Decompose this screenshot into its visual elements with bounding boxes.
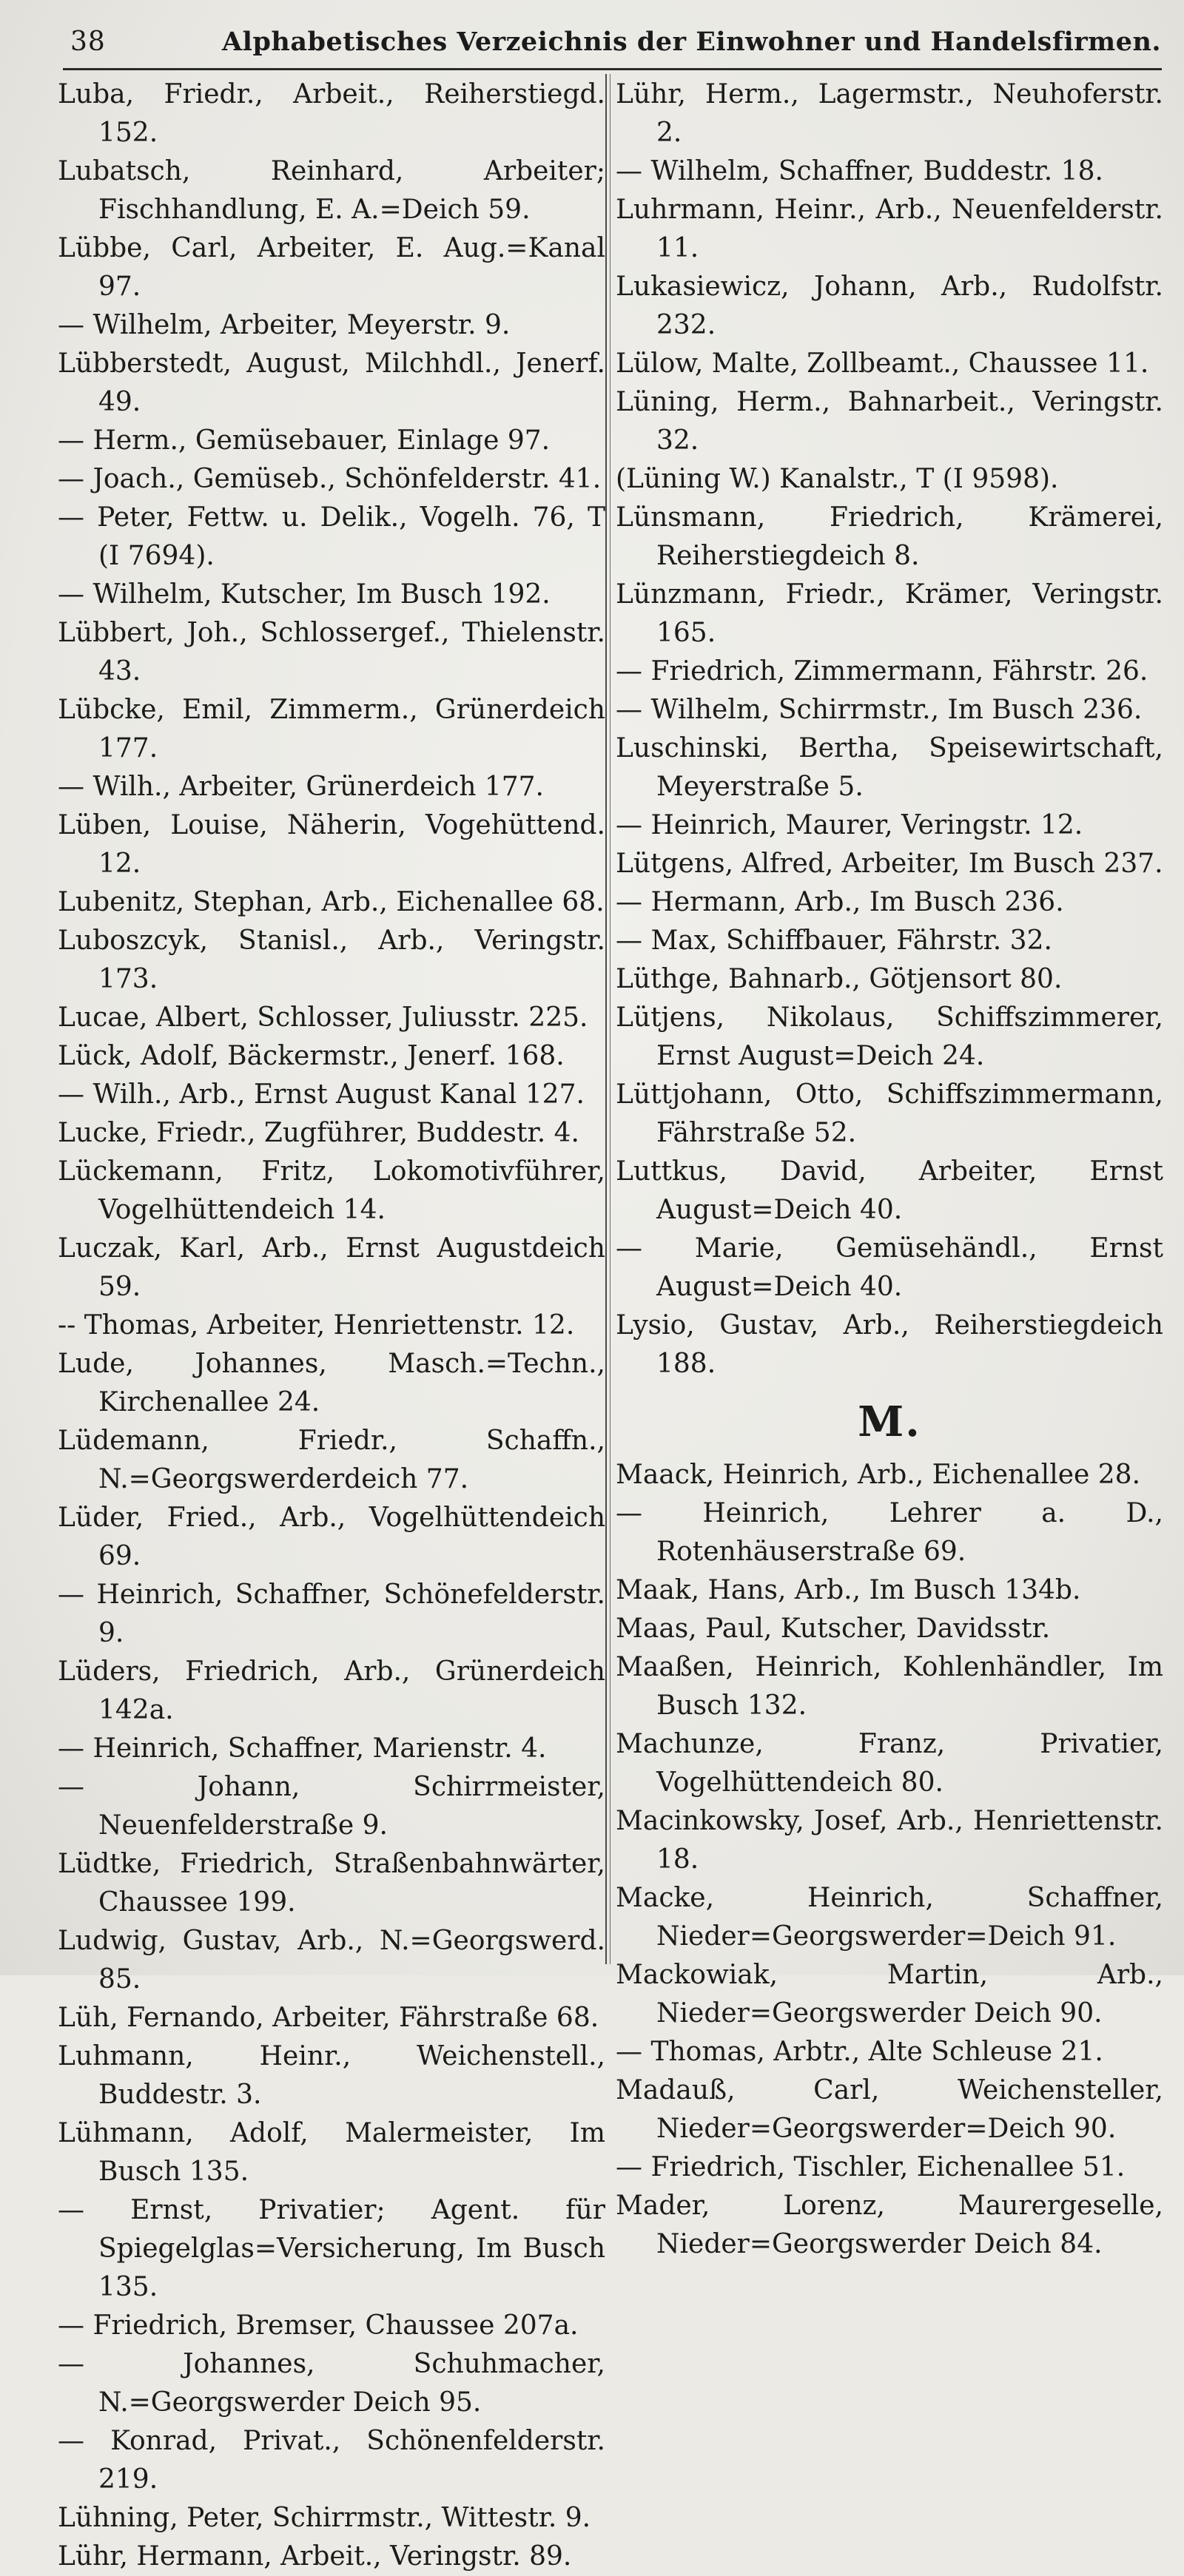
directory-entry: — Max, Schiffbauer, Fährstr. 32. xyxy=(616,925,1052,956)
directory-entry: Luschinski, Bertha, Speisewirtschaft, Meyerstraße 5. xyxy=(616,733,1163,802)
directory-entry: Lüben, Louise, Näherin, Vogehüttend. 12. xyxy=(58,810,605,879)
header-rule xyxy=(63,68,1162,70)
directory-entry: Lühning, Peter, Schirrmstr., Wittestr. 9. xyxy=(58,2503,591,2533)
directory-entry: Lucke, Friedr., Zugführer, Buddestr. 4. xyxy=(58,1118,579,1148)
directory-entry: Maas, Paul, Kutscher, Davidsstr. xyxy=(616,1614,1051,1644)
directory-entry: Luba, Friedr., Arbeit., Reiherstiegd. 152. xyxy=(58,79,605,148)
directory-entry: Lude, Johannes, Masch.=Techn., Kirchenallee 24. xyxy=(58,1349,605,1417)
directory-entry: Lüdemann, Friedr., Schaffn., N.=Georgswerderdeich 77. xyxy=(58,1426,605,1494)
directory-entry: — Wilh., Arbeiter, Grünerdeich 177. xyxy=(58,772,544,802)
directory-entry: -- Thomas, Arbeiter, Henriettenstr. 12. xyxy=(58,1310,575,1341)
directory-entry: Lüder, Fried., Arb., Vogelhüttendeich 69. xyxy=(58,1503,605,1571)
directory-entry: — Joach., Gemüseb., Schönfelderstr. 41. xyxy=(58,464,602,494)
directory-entry: — Friedrich, Tischler, Eichenallee 51. xyxy=(616,2152,1126,2182)
directory-entry: Lühr, Herm., Lagermstr., Neuhoferstr. 2. xyxy=(616,79,1163,148)
directory-entry: Lübbert, Joh., Schlossergef., Thielenstr. 43. xyxy=(58,618,605,687)
directory-entry: — Heinrich, Schaffner, Marienstr. 4. xyxy=(58,1733,547,1764)
page-number: 38 xyxy=(70,27,106,57)
running-title: Alphabetisches Verzeichnis der Einwohner und Handelsfirmen. xyxy=(222,27,1162,57)
directory-entry: — Thomas, Arbtr., Alte Schleuse 21. xyxy=(616,2037,1103,2067)
directory-entry: Luhrmann, Heinr., Arb., Neuenfelderstr. 11. xyxy=(616,195,1163,263)
directory-entry: Luczak, Karl, Arb., Ernst Augustdeich 59. xyxy=(58,1233,605,1302)
directory-entry: Luttkus, David, Arbeiter, Ernst August=Deich 40. xyxy=(616,1156,1163,1225)
directory-entry: Lüttjohann, Otto, Schiffszimmermann, Fährstraße 52. xyxy=(616,1079,1163,1148)
directory-entry: Lühr, Hermann, Arbeit., Veringstr. 89. xyxy=(58,2541,572,2572)
page-header xyxy=(63,22,1162,67)
directory-entry: Lysio, Gustav, Arb., Reiherstiegdeich 188. xyxy=(616,1310,1163,1379)
directory-entry: — Wilhelm, Kutscher, Im Busch 192. xyxy=(58,579,551,610)
directory-entry: — Marie, Gemüsehändl., Ernst August=Deich 40. xyxy=(616,1233,1163,1302)
directory-entry: Lübcke, Emil, Zimmerm., Grünerdeich 177. xyxy=(58,695,605,763)
directory-entry: Lütjens, Nikolaus, Schiffszimmerer, Ernst August=Deich 24. xyxy=(616,1002,1163,1071)
directory-entry: Maak, Hans, Arb., Im Busch 134b. xyxy=(616,1575,1081,1605)
directory-entry: Lück, Adolf, Bäckermstr., Jenerf. 168. xyxy=(58,1041,565,1071)
directory-entry: Madauß, Carl, Weichensteller, Nieder=Georgswerder=Deich 90. xyxy=(616,2075,1163,2144)
directory-entry: Lüders, Friedrich, Arb., Grünerdeich 142a. xyxy=(58,1656,605,1725)
directory-entry: Lütgens, Alfred, Arbeiter, Im Busch 237. xyxy=(616,849,1163,879)
directory-entry: — Konrad, Privat., Schönenfelderstr. 219. xyxy=(58,2426,605,2495)
directory-entry: Lübberstedt, August, Milchhdl., Jenerf. 49. xyxy=(58,348,605,417)
directory-entry: Macinkowsky, Josef, Arb., Henriettenstr. 18. xyxy=(616,1806,1163,1875)
directory-entry: Lünzmann, Friedr., Krämer, Veringstr. 165. xyxy=(616,579,1163,648)
directory-entry: Luboszcyk, Stanisl., Arb., Veringstr. 173. xyxy=(58,925,605,994)
directory-entry: — Peter, Fettw. u. Delik., Vogelh. 76, T (I 7694). xyxy=(58,502,605,571)
directory-entry: — Herm., Gemüsebauer, Einlage 97. xyxy=(58,425,551,456)
directory-entry: Lucae, Albert, Schlosser, Juliusstr. 225. xyxy=(58,1002,588,1033)
directory-entry: Lüthge, Bahnarb., Götjensort 80. xyxy=(616,964,1063,994)
directory-entry: — Friedrich, Zimmermann, Fährstr. 26. xyxy=(616,656,1148,687)
directory-entry: Luhmann, Heinr., Weichenstell., Buddestr. 3. xyxy=(58,2041,605,2110)
directory-entry: — Heinrich, Lehrer a. D., Rotenhäuserstraße 69. xyxy=(616,1498,1163,1567)
right-column xyxy=(616,75,1163,2264)
column-divider xyxy=(605,74,607,1964)
directory-entry: — Heinrich, Maurer, Veringstr. 12. xyxy=(616,810,1083,840)
directory-entry: Mader, Lorenz, Maurergeselle, Nieder=Georgswerder Deich 84. xyxy=(616,2191,1163,2259)
directory-entry: Lüning, Herm., Bahnarbeit., Veringstr. 32. xyxy=(616,387,1163,456)
directory-entry: — Friedrich, Bremser, Chaussee 207a. xyxy=(58,2310,579,2341)
directory-entry: — Wilh., Arb., Ernst August Kanal 127. xyxy=(58,1079,585,1110)
directory-entry: Machunze, Franz, Privatier, Vogelhüttendeich 80. xyxy=(616,1729,1163,1798)
directory-entry: Lülow, Malte, Zollbeamt., Chaussee 11. xyxy=(616,348,1149,379)
directory-entry: Ludwig, Gustav, Arb., N.=Georgswerd. 85. xyxy=(58,1926,605,1995)
directory-entry: Mackowiak, Martin, Arb., Nieder=Georgswerder Deich 90. xyxy=(616,1960,1163,2029)
right-column-l-entries xyxy=(616,75,1163,1383)
directory-entry: — Wilhelm, Schirrmstr., Im Busch 236. xyxy=(616,695,1143,725)
directory-entry: — Hermann, Arb., Im Busch 236. xyxy=(616,887,1064,917)
directory-entry: Lühmann, Adolf, Malermeister, Im Busch 135. xyxy=(58,2118,605,2187)
directory-entry: Lückemann, Fritz, Lokomotivführer, Vogelhüttendeich 14. xyxy=(58,1156,605,1225)
directory-entry: — Johannes, Schuhmacher, N.=Georgswerder Deich 95. xyxy=(58,2349,605,2418)
directory-entry: Macke, Heinrich, Schaffner, Nieder=Georgswerder=Deich 91. xyxy=(616,1883,1163,1952)
directory-entry: Lüdtke, Friedrich, Straßenbahnwärter, Chaussee 199. xyxy=(58,1849,605,1918)
right-column-m-entries xyxy=(616,1456,1163,2264)
directory-entry: Lüh, Fernando, Arbeiter, Fährstraße 68. xyxy=(58,2003,599,2033)
directory-entry: Lübbe, Carl, Arbeiter, E. Aug.=Kanal 97. xyxy=(58,233,605,302)
directory-entry: Maaßen, Heinrich, Kohlenhändler, Im Busch 132. xyxy=(616,1652,1163,1721)
directory-entry: — Ernst, Privatier; Agent. für Spiegelglas=Versicherung, Im Busch 135. xyxy=(58,2195,605,2302)
directory-entry: Lubatsch, Reinhard, Arbeiter; Fischhandlung, E. A.=Deich 59. xyxy=(58,156,605,225)
section-letter-heading: M. xyxy=(858,1397,921,1446)
directory-entry: — Wilhelm, Schaffner, Buddestr. 18. xyxy=(616,156,1103,186)
directory-entry: Maack, Heinrich, Arb., Eichenallee 28. xyxy=(616,1460,1141,1490)
directory-entry: Lünsmann, Friedrich, Krämerei, Reiherstiegdeich 8. xyxy=(616,502,1163,571)
directory-entry: Lukasiewicz, Johann, Arb., Rudolfstr. 232. xyxy=(616,272,1163,340)
directory-entry: — Heinrich, Schaffner, Schönefelderstr. 9. xyxy=(58,1579,605,1648)
directory-entry: — Wilhelm, Arbeiter, Meyerstr. 9. xyxy=(58,310,511,340)
left-column xyxy=(58,75,605,2576)
directory-entry: (Lüning W.) Kanalstr., T (I 9598). xyxy=(616,464,1059,494)
directory-entry: — Johann, Schirrmeister, Neuenfelderstraße 9. xyxy=(58,1772,605,1841)
directory-entry: Lubenitz, Stephan, Arb., Eichenallee 68. xyxy=(58,887,605,917)
